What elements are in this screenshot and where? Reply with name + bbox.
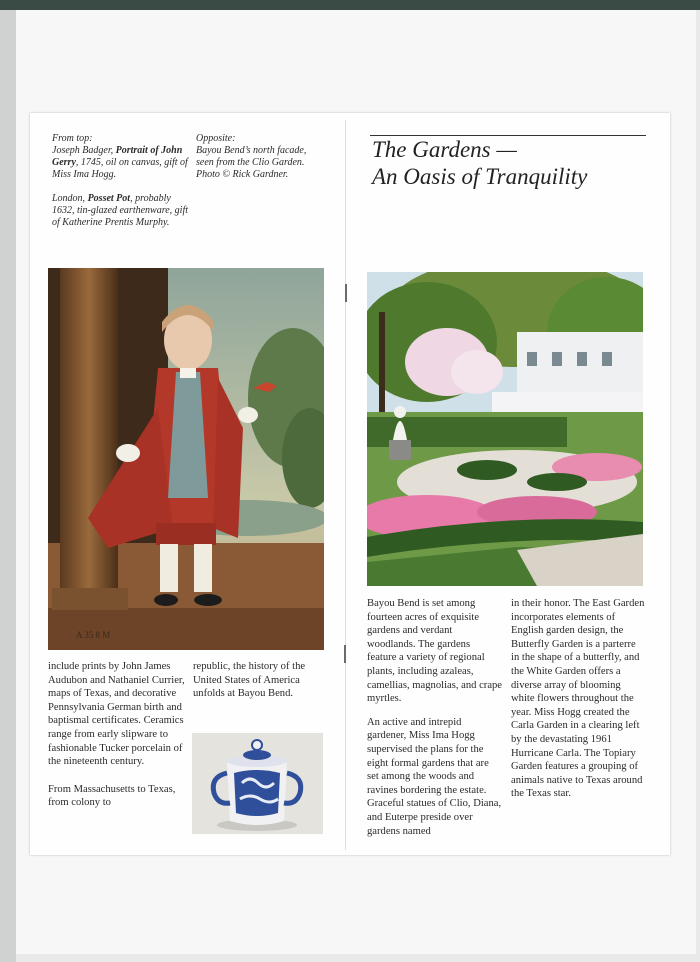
portrait-inscription: A 35 8 M bbox=[76, 630, 111, 640]
caption-item2-title: Posset Pot bbox=[87, 193, 131, 204]
left-col2-paragraph-1: republic, the history of the United States of America unfolds at Bayou Bend. bbox=[193, 661, 306, 700]
portrait-illustration bbox=[48, 268, 324, 650]
left-col1-paragraph-2: From Massachusetts to Texas, from colony to bbox=[48, 783, 176, 809]
left-col1-paragraph-1: include prints by John James Audubon and Nathaniel Currier, maps of Texas, and decorative Pennsylvania German birth and baptismal certificates. Ceramics range from early slipware to fashionable Tucker porcelain of the nineteenth century. bbox=[48, 661, 185, 768]
staple-mark-bottom bbox=[344, 645, 346, 663]
right-col1-paragraph-2: An active and intrepid gardener, Miss Ima Hogg supervised the plans for the eight formal gardens that are set among the woods and ravines bordering the estate. Graceful statues of Clio, Diana, and Euterpe preside over gardens named bbox=[367, 716, 502, 837]
caption-item2-details: , probably 1632, tin-glazed earthenware, gift of Katherine Prentis Murphy. bbox=[52, 193, 189, 228]
right-column-2 bbox=[511, 597, 645, 811]
left-column-1 bbox=[48, 660, 188, 820]
caption-item2-prefix: London, bbox=[52, 193, 88, 204]
staple-mark-top bbox=[345, 284, 347, 302]
caption-heading: From top: bbox=[52, 133, 93, 144]
scan-left-edge bbox=[0, 0, 16, 962]
opposite-caption-heading: Opposite: bbox=[196, 133, 236, 144]
right-col2-paragraph-1: in their honor. The East Garden incorporates elements of English garden design, the Butterfly Garden is a parterre in the shape of a butterfly, and the White Garden offers a diverse array of blooming white flowers throughout the year. Miss Hogg created the Carla Garden in a clearing left by the devastating 1961 Hurricane Carla. The Topiary Garden features a grouping of animals native to Texas around the Texas star. bbox=[511, 598, 645, 800]
right-col1-paragraph-1: Bayou Bend is set among fourteen acres of exquisite gardens and verdant woodlands. The gardens feature a variety of regional plants, including azaleas, camellias, magnolias, and crape myrtles. bbox=[367, 598, 503, 705]
opposite-caption-text: Bayou Bend’s north facade, seen from the Clio Garden. Photo © Rick Gardner. bbox=[196, 145, 307, 180]
garden-illustration bbox=[367, 272, 643, 586]
scan-top-edge bbox=[0, 0, 700, 10]
caption-item1-prefix: Joseph Badger, bbox=[52, 145, 116, 156]
opposite-caption bbox=[196, 133, 324, 181]
caption-item1-details: , 1745, oil on canvas, gift of Miss Ima Hogg. bbox=[52, 157, 188, 180]
left-caption bbox=[52, 133, 192, 241]
right-column-1 bbox=[367, 597, 502, 848]
title-line-1: The Gardens — bbox=[372, 137, 517, 162]
portrait-of-john-gerry bbox=[48, 268, 324, 650]
title-line-2: An Oasis of Tranquility bbox=[372, 164, 588, 189]
caption-item1-title: Portrait of John Gerry bbox=[52, 145, 183, 168]
left-column-2 bbox=[193, 660, 323, 711]
posset-pot-image bbox=[192, 733, 323, 834]
clio-garden-photo bbox=[367, 272, 643, 586]
posset-pot-illustration bbox=[192, 733, 323, 834]
page-title bbox=[372, 136, 652, 190]
page-gutter bbox=[345, 120, 346, 850]
